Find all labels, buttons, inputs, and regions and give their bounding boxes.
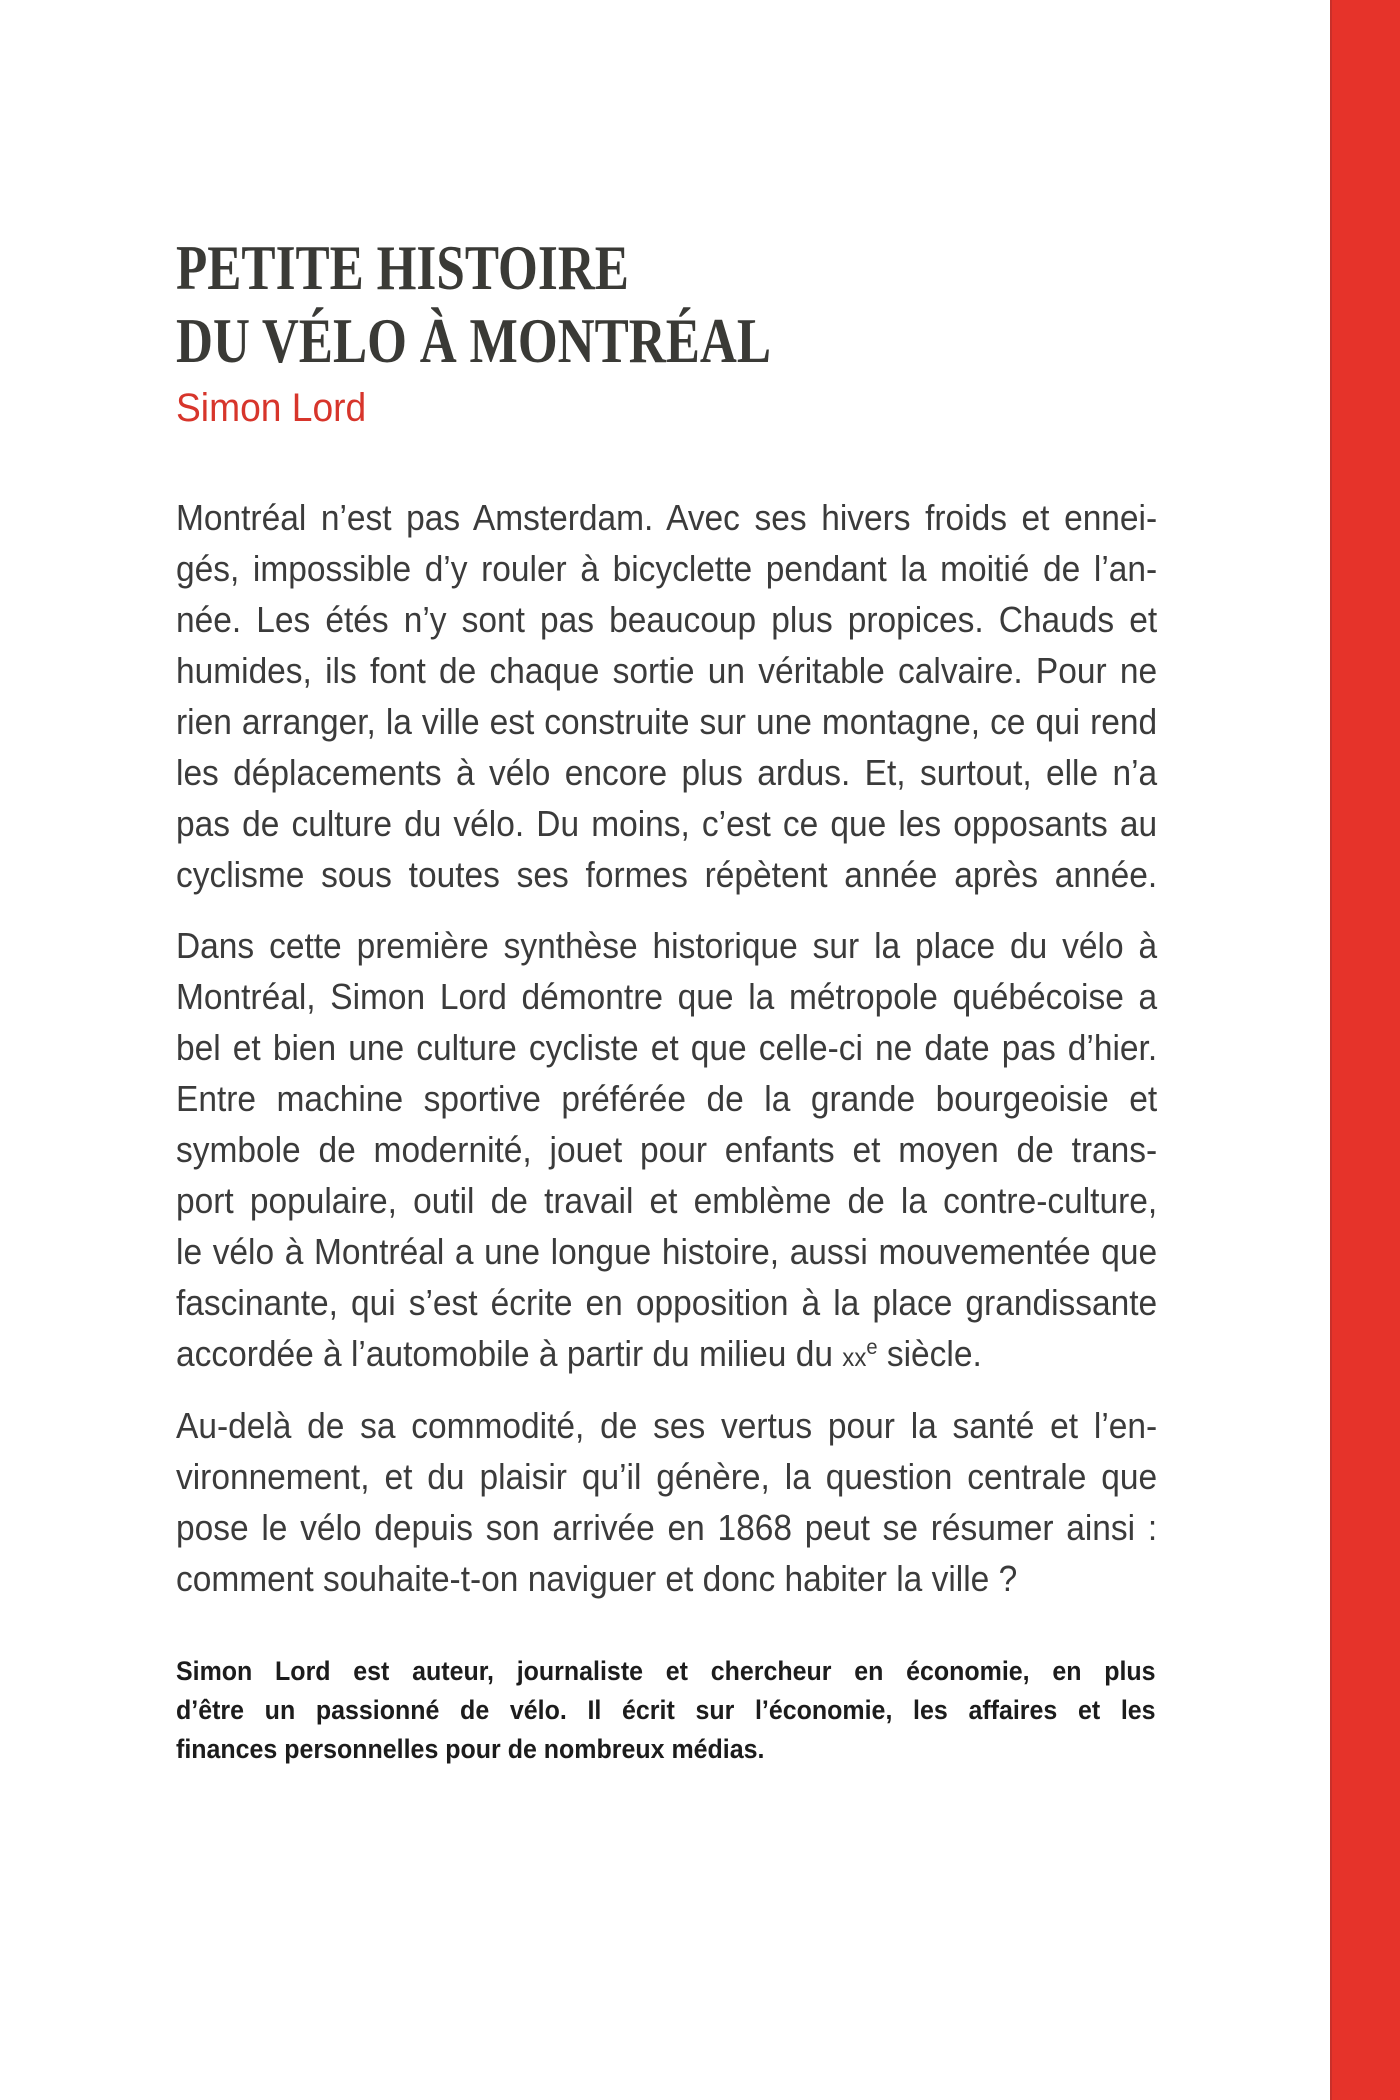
blurb-line: fascinante, qui s’est écrite en opposition à la place grandissante <box>176 1282 1158 1323</box>
blurb-line-end: siècle. <box>877 1333 982 1374</box>
blurb-line <box>176 1333 1157 1374</box>
bio-line: Simon Lord est auteur, journaliste et chercheur en économie, en plus <box>176 1656 1156 1686</box>
blurb-line: humides, ils font de chaque sortie un véritable calvaire. Pour ne <box>176 650 1158 691</box>
bio-line: finances personnelles pour de nombreux médias. <box>176 1734 765 1764</box>
title-line-1: PETITE HISTOIRE <box>176 232 629 303</box>
blurb-line: pas de culture du vélo. Du moins, c’est ce que les opposants au <box>176 803 1158 844</box>
blurb-line: port populaire, outil de travail et emblème de la contre-culture, <box>176 1180 1158 1221</box>
blurb-line: Dans cette première synthèse historique sur la place du vélo à <box>176 925 1158 966</box>
blurb-line-text: accordée à l’automobile à partir du milieu du <box>176 1333 833 1374</box>
bio-line: d’être un passionné de vélo. Il écrit sur l’économie, les affaires et les <box>176 1695 1156 1725</box>
blurb-line: comment souhaite-t-on naviguer et donc habiter la ville ? <box>176 1558 1018 1599</box>
blurb-line: née. Les étés n’y sont pas beaucoup plus propices. Chauds et <box>176 599 1158 640</box>
blurb-line: pose le vélo depuis son arrivée en 1868 peut se résumer ainsi : <box>176 1507 1158 1548</box>
blurb-line: Montréal n’est pas Amsterdam. Avec ses hivers froids et ennei- <box>176 497 1158 538</box>
blurb-line: rien arranger, la ville est construite sur une montagne, ce qui rend <box>176 701 1158 742</box>
blurb-line: les déplacements à vélo encore plus ardus. Et, surtout, elle n’a <box>176 752 1158 793</box>
blurb-line: vironnement, et du plaisir qu’il génère, la question centrale que <box>176 1456 1158 1497</box>
blurb-line: Entre machine sportive préférée de la grande bourgeoisie et <box>176 1078 1158 1119</box>
blurb-line: cyclisme sous toutes ses formes répètent année après année. <box>176 854 1158 895</box>
blurb-line: gés, impossible d’y rouler à bicyclette pendant la moitié de l’an- <box>176 548 1158 589</box>
blurb-line: bel et bien une culture cycliste et que celle-ci ne date pas d’hier. <box>176 1027 1158 1068</box>
author-name: Simon Lord <box>176 386 367 430</box>
blurb-line: Au-delà de sa commodité, de ses vertus pour la santé et l’en- <box>176 1405 1158 1446</box>
century-suffix: e <box>866 1334 878 1360</box>
title-line-2: DU VÉLO À MONTRÉAL <box>176 305 772 376</box>
red-side-stripe <box>1330 0 1400 2100</box>
century-numeral: xx <box>842 1344 867 1372</box>
blurb-line: symbole de modernité, jouet pour enfants et moyen de trans- <box>176 1129 1158 1170</box>
blurb-line: Montréal, Simon Lord démontre que la métropole québécoise a <box>176 976 1158 1017</box>
blurb-line: le vélo à Montréal a une longue histoire, aussi mouvementée que <box>176 1231 1158 1272</box>
